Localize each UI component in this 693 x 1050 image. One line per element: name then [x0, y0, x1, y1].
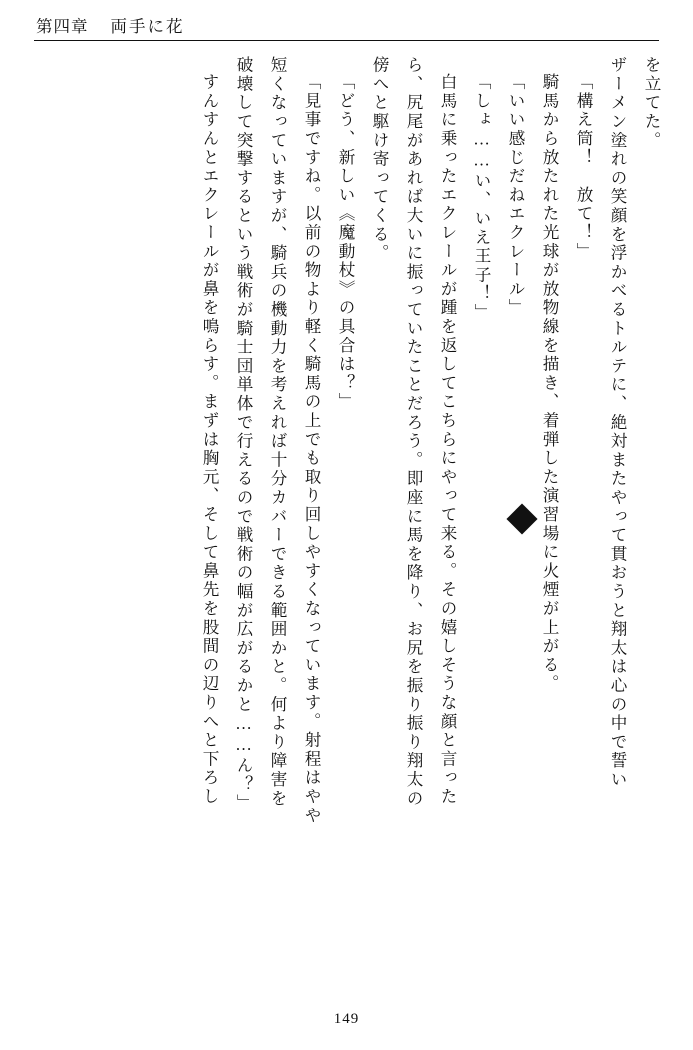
- text-column: ザーメン塗れの笑顔を浮かべるトルテに、絶対またやって貫おうと翔太は心の中で誓い: [608, 56, 627, 790]
- text-column: 「構え筒！ 放て！」: [574, 73, 593, 261]
- text-column: 短くなっていますが、騎兵の機動力を考えれば十分カバーできる範囲かと。何より障害を: [268, 56, 287, 808]
- text-column: 破壊して突撃するという戦術が騎士団単体で行えるので戦術の幅が広がるかと……ん？」: [234, 56, 253, 813]
- text-column: を立てた。: [642, 56, 661, 150]
- header-rule: [34, 40, 659, 41]
- running-head: [36, 10, 657, 40]
- text-column: 白馬に乗ったエクレールが踵を返してこちらにやって来る。その嬉しそうな顔と言った: [438, 73, 457, 807]
- chapter-title: 両手に花: [110, 17, 185, 36]
- chapter-number: 第四章: [36, 17, 89, 36]
- text-column: 傍へと駆け寄ってくる。: [370, 56, 389, 263]
- text-column: 「いい感じだねエクレール」: [506, 73, 525, 318]
- page-number: 149: [333, 1011, 360, 1027]
- text-column: 「しょ……い、いえ王子！」: [472, 73, 491, 323]
- text-column: 「どう、新しい《魔動杖》の具合は？」: [336, 73, 355, 412]
- text-column: 騎馬から放たれた光球が放物線を描き、着弾した演習場に火煙が上がる。: [540, 73, 559, 694]
- page-body: [34, 56, 659, 986]
- text-column: ら、尻尾があれば大いに振っていたことだろう。即座に馬を降り、お尻を振り振り翔太の: [404, 56, 423, 808]
- text-column: 「見事ですね。以前の物より軽く騎馬の上でも取り回しやすくなっています。射程はやや: [302, 73, 321, 825]
- text-column: すんすんとエクレールが鼻を鳴らす。まずは胸元、そして鼻先を股間の辺りへと下ろし: [200, 73, 219, 807]
